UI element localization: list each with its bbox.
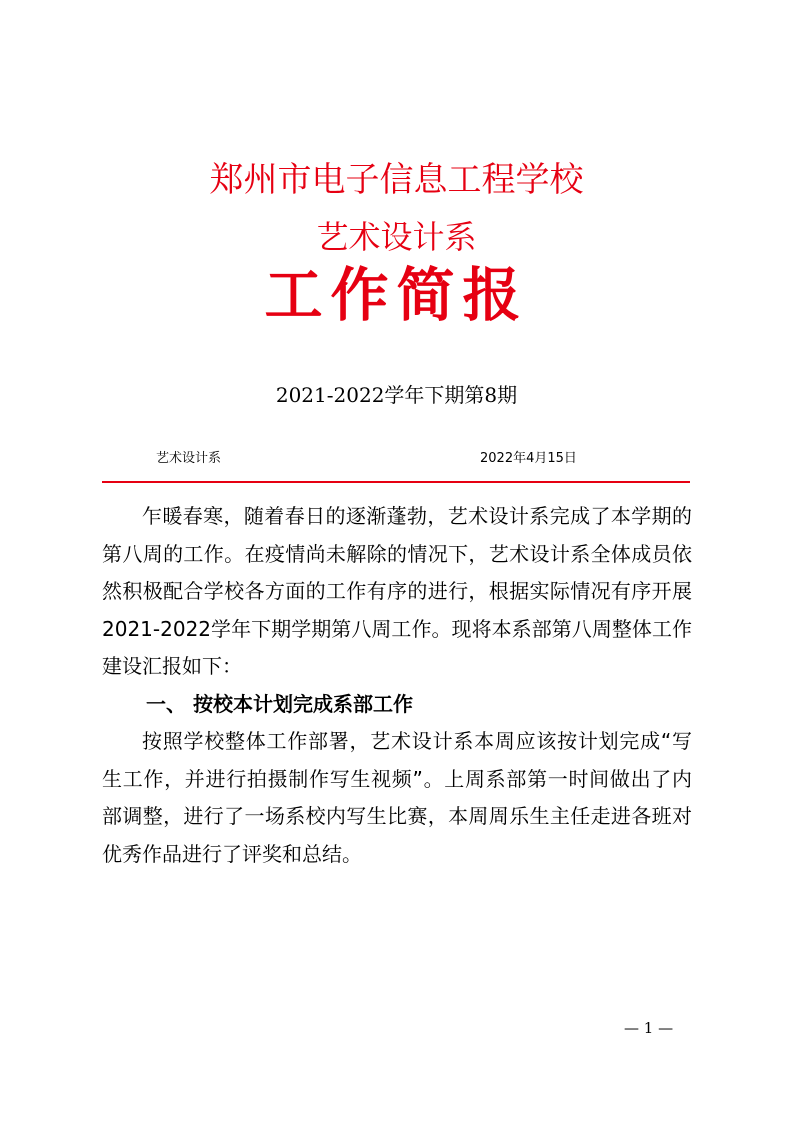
school-name: 郑州市电子信息工程学校 <box>209 160 584 200</box>
section-heading: 一、 按校本计划完成系部工作 <box>146 691 413 716</box>
red-divider <box>102 481 690 483</box>
intro-paragraph: 乍暖春寒，随着春日的逐渐蓬勃，艺术设计系完成了本学期的第八周的工作。在疫情尚未解除的情况下，艺术设计系全体成员依然积极配合学校各方面的工作有序的进行，根据实际情况有序开展2021-2022学年下期学期第八周工作。现将本系部第八周整体工作建设汇报如下： <box>102 504 692 678</box>
issue-number: 2021-2022学年下期第8期 <box>275 383 518 407</box>
section-paragraph: 按照学校整体工作部署，艺术设计系本周应该按计划完成“写生工作，并进行拍摄制作写生视频”。上周系部第一时间做出了内部调整，进行了一场系校内写生比赛，本周周乐生主任走进各班对优秀作品进行了评奖和总结。 <box>102 729 692 866</box>
document-body <box>102 498 692 873</box>
page-number: — 1 — <box>624 1019 674 1037</box>
issue-date: 2022年4月15日 <box>480 451 577 466</box>
department-name: 艺术设计系 <box>316 218 477 256</box>
bulletin-title: 工作简报 <box>264 261 529 329</box>
issuer-department: 艺术设计系 <box>156 451 222 466</box>
